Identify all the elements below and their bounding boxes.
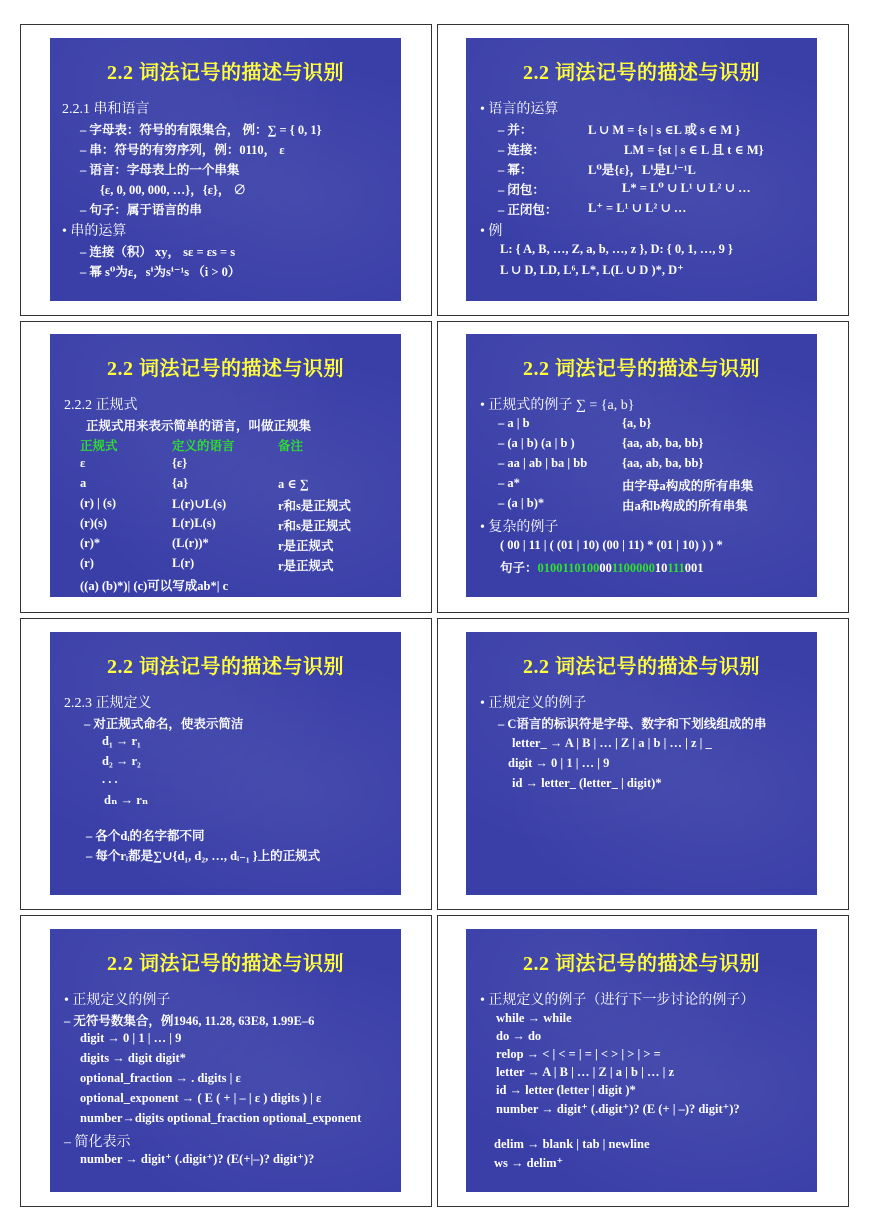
sentence-segment: 111 [667,561,685,575]
slide-text-line: (r) [80,556,94,570]
slide-text-line: relop → < | < = | = | < > | > | > = [496,1047,661,1061]
slide-text-line: – 串：符号的有穷序列，例：0110， ε [80,143,285,157]
slide-text-line: id → letter (letter | digit )* [496,1083,636,1097]
slide [466,38,817,301]
slide-text-line: ε [80,456,86,470]
slide-text-line: digit → 0 | 1 | … | 9 [80,1031,182,1045]
slide-text-line: • 串的运算 [62,224,127,239]
slide-title: 2.2 词法记号的描述与识别 [523,656,760,678]
slide-text-line: {aa, ab, ba, bb} [622,456,704,470]
slide [466,929,817,1192]
slide-text-line: (r)* [80,536,101,550]
slide-text-line: • 正规定义的例子 [64,993,171,1008]
slide-text-line: number→digits optional_fraction optional_exponent [80,1111,362,1125]
slide-text-line: L⁺ = L¹ ∪ L² ∪ … [588,201,687,215]
slide-text-line: L(r)∪L(s) [172,497,227,511]
slide-text-line: a ∈ ∑ [278,477,309,491]
slide-text-line: digit → 0 | 1 | … | 9 [508,756,610,770]
slide [50,632,401,895]
slide-text-line: • 例 [480,224,503,239]
slide-text-line: 正规式 [80,439,118,453]
sentence-segment: 1100000 [611,561,655,575]
slide-text-line: d₁ → r₁ [102,734,141,748]
slide-text-line: L⁰是{ε}，Lⁱ是Lⁱ⁻¹L [588,163,696,177]
slide-text-line: (r) | (s) [80,496,117,510]
sentence-label: 句子： [500,561,538,575]
slide-text-line: – 每个rᵢ都是∑∪{d₁, d₂, …, dᵢ₋₁ }上的正规式 [86,849,321,863]
slide-text-line: • 正规式的例子 ∑ = {a, b} [480,398,635,413]
slide-text-line: dₙ → rₙ [104,793,149,807]
slide-title: 2.2 词法记号的描述与识别 [523,62,760,84]
slide-text-line: {a} [172,476,189,490]
slide-text-line: while → while [496,1011,572,1025]
slide-text-line: digits → digit digit* [80,1051,186,1065]
slide-text-line: r和s是正规式 [278,499,351,513]
sentence-segment: 10 [654,561,668,575]
slide-text-line: r是正规式 [278,539,334,553]
slide-text-line: {ε} [172,456,188,470]
slide-text-line: ((a) (b)*)| (c)可以写成ab*| c [80,579,229,593]
slide [50,38,401,301]
slide-text-line: optional_exponent → ( E ( + | – | ε ) digits ) | ε [80,1091,322,1105]
slide [466,334,817,597]
slide-text-line: – 简化表示 [64,1135,131,1150]
slide-text-line: – aa | ab | ba | bb [498,456,588,470]
slide-text-line: – 并： [498,123,533,137]
slide [50,929,401,1192]
slide-text-line: id → letter_ (letter_ | digit)* [512,776,662,790]
slide [466,632,817,895]
slide-title: 2.2 词法记号的描述与识别 [523,358,760,380]
slide-text-line: L: { A, B, …, Z, a, b, …, z }, D: { 0, 1, …, 9 } [500,242,733,256]
slide-text-line: number → digit⁺ (.digit⁺)? (E(+|–)? digit⁺)? [80,1152,315,1166]
slide-text-line: 2.2.1 串和语言 [62,102,150,117]
slide-text-line: . . . [102,772,118,786]
slide-text-line: • 正规定义的例子（进行下一步讨论的例子） [480,993,755,1008]
slide-text-line: • 复杂的例子 [480,520,559,535]
slide-text-line: – (a | b) (a | b ) [498,436,575,450]
slide-text-line: r和s是正规式 [278,519,351,533]
slide-text-line: – 各个dᵢ的名字都不同 [86,829,205,843]
slide [50,334,401,597]
slide-text-line: 由字母a构成的所有串集 [622,479,754,493]
slide-text-line: do → do [496,1029,542,1043]
slide-text-line: – 句子：属于语言的串 [80,203,202,217]
slide-title: 2.2 词法记号的描述与识别 [523,953,760,975]
slide-text-line: {ε, 0, 00, 000, …}，{ε}， ∅ [100,183,247,197]
slide-text-line: 由a和b构成的所有串集 [622,499,748,513]
slide-text-line: d₂ → r₂ [102,754,141,768]
slide-text-line: (r)(s) [80,516,108,530]
slide-title: 2.2 词法记号的描述与识别 [107,656,344,678]
slide-text-line: a [80,476,87,490]
slide-text-line: • 正规定义的例子 [480,696,587,711]
slide-text-line: r是正规式 [278,559,334,573]
slide-text-line: 2.2.3 正规定义 [64,696,152,711]
slide-text-line: 2.2.2 正规式 [64,398,138,413]
slide-text-line: – 闭包： [498,183,545,197]
slide-text-line: – 幂： [498,163,533,177]
slide-text-line: {a, b} [622,416,652,430]
slide-text-line: L(r) [172,556,195,570]
slide-text-line: – 连接（积） xy， sε = εs = s [80,245,236,259]
slide-text-line: – (a | b)* [498,496,545,510]
slide-text-line: delim → blank | tab | newline [494,1137,650,1151]
slide-text-line [500,558,704,576]
slide-text-line: ( 00 | 11 | ( (01 | 10) (00 | 11) * (01 | 10) ) ) * [500,538,723,552]
slide-text-line: L(r)L(s) [172,516,216,530]
slide-text-line: 正规式用来表示简单的语言，叫做正规集 [86,419,312,433]
slide-text-line: – a* [498,476,520,490]
slide-text-line: – 连接： [498,143,545,157]
slide-text-line: – C语言的标识符是字母、数字和下划线组成的串 [498,717,767,731]
sentence-segment: 0100110100 [537,561,600,575]
slide-text-line: L ∪ M = {s | s ∈L 或 s ∈ M } [588,123,741,137]
slide-text-line: number → digit⁺ (.digit⁺)? (E (+ | –)? digit⁺)? [496,1102,740,1116]
slide-text-line: – 正闭包： [498,203,558,217]
slide-text-line: – a | b [498,416,530,430]
slide-text-line: ws → delim⁺ [494,1156,564,1170]
slide-text-line: optional_fraction → . digits | ε [80,1071,241,1085]
slide-title: 2.2 词法记号的描述与识别 [107,62,344,84]
slide-title: 2.2 词法记号的描述与识别 [107,358,344,380]
slide-text-line: 备注 [278,439,304,453]
slide-text-line: (L(r))* [172,536,209,550]
slide-text-line: – 对正规式命名，使表示简洁 [84,717,244,731]
slide-text-line: LM = {st | s ∈ L 且 t ∈ M} [624,143,764,157]
slide-text-line: L* = L⁰ ∪ L¹ ∪ L² ∪ … [622,181,751,195]
slide-text-line: – 幂 s⁰为ε，sⁱ为sⁱ⁻¹s （i > 0） [80,265,241,279]
sentence-segment: 00 [599,561,612,575]
slide-text-line: • 语言的运算 [480,102,559,117]
slide-text-line: 定义的语言 [172,439,235,453]
slide-text-line: letter → A | B | … | Z | a | b | … | z [496,1065,675,1079]
slide-text-line: {aa, ab, ba, bb} [622,436,704,450]
slide-text-line: – 语言：字母表上的一个串集 [80,163,240,177]
slide-text-line: letter_ → A | B | … | Z | a | b | … | z | _ [512,736,712,750]
slide-title: 2.2 词法记号的描述与识别 [107,953,344,975]
slide-text-line: – 字母表：符号的有限集合， 例：∑ = { 0, 1} [80,123,322,137]
sentence-segment: 001 [684,561,704,575]
slide-text-line: – 无符号数集合，例1946, 11.28, 63E8, 1.99E–6 [64,1014,315,1028]
slide-text-line: L ∪ D, LD, L⁶, L*, L(L ∪ D )*, D⁺ [500,263,684,277]
